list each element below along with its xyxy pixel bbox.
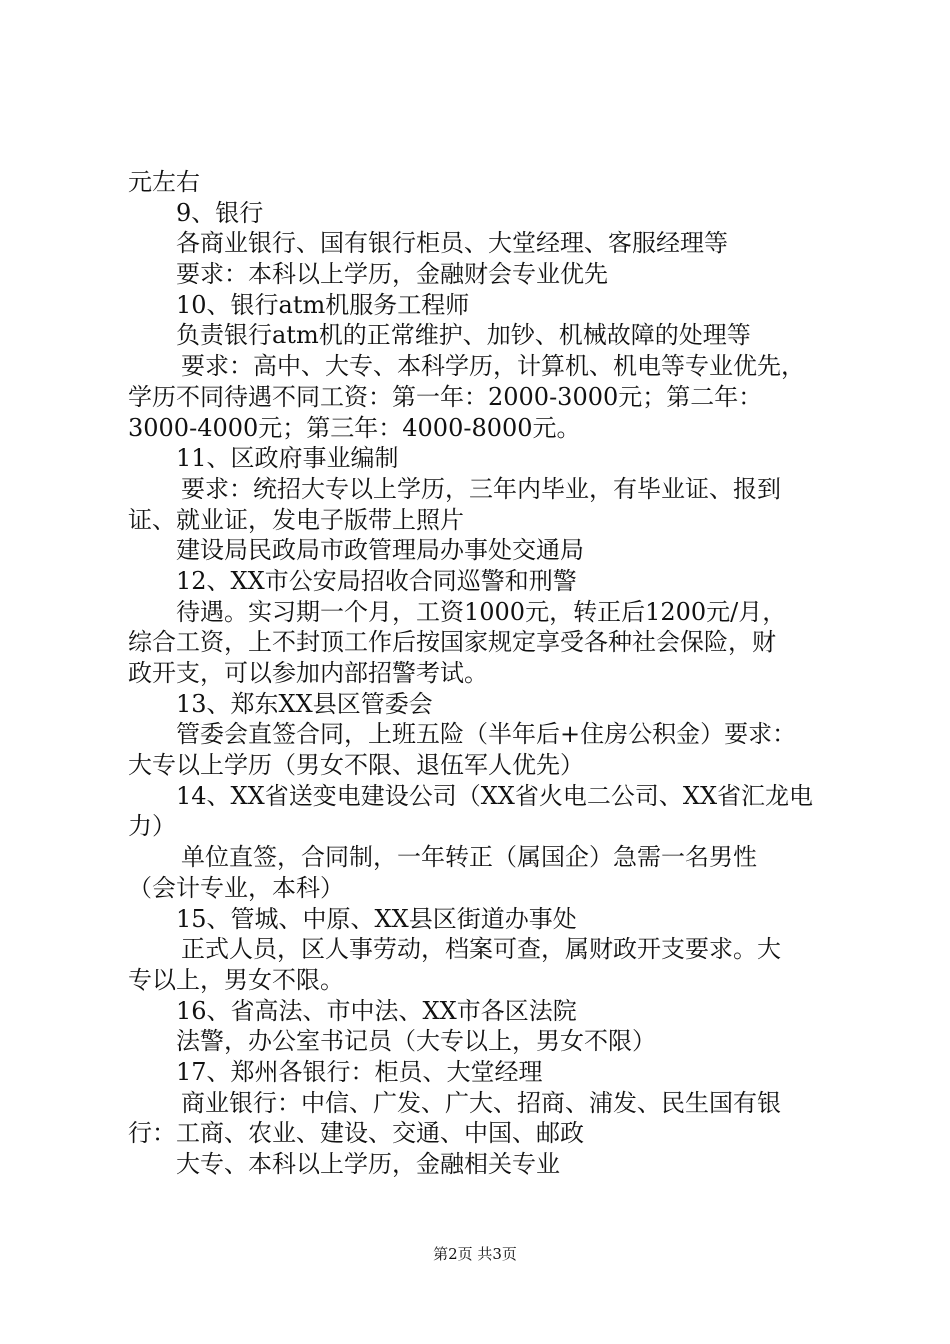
section-heading: 15、管城、中原、XX县区街道办事处	[176, 904, 577, 933]
text-line: 元左右	[128, 168, 200, 196]
section-heading: 12、XX市公安局招收合同巡警和刑警	[176, 566, 577, 595]
text-line: 政开支，可以参加内部招警考试。	[128, 659, 488, 687]
section-heading: 9、银行	[176, 198, 264, 227]
text-line: 要求：本科以上学历，金融财会专业优先	[176, 260, 608, 289]
text-line: 力）	[128, 812, 176, 841]
text-line: 待遇。实习期一个月，工资1000元，转正后1200元/月，	[176, 597, 787, 626]
text-line: 要求：高中、大专、本科学历，计算机、机电等专业优先，	[181, 352, 805, 381]
text-line: 3000-4000元；第三年：4000-8000元。	[128, 413, 581, 442]
section-heading: 11、区政府事业编制	[176, 444, 399, 473]
text-line: 管委会直签合同，上班五险（半年后+住房公积金）要求：	[176, 720, 797, 749]
text-line: 要求：统招大专以上学历，三年内毕业，有毕业证、报到	[181, 474, 781, 503]
text-line: 大专以上学历（男女不限、退伍军人优先）	[128, 751, 584, 780]
text-line: 综合工资，上不封顶工作后按国家规定享受各种社会保险，财	[128, 628, 776, 657]
text-line: 各商业银行、国有银行柜员、大堂经理、客服经理等	[176, 229, 728, 258]
section-heading: 14、XX省送变电建设公司（XX省火电二公司、XX省汇龙电	[176, 781, 814, 810]
text-line: 法警，办公室书记员（大专以上，男女不限）	[176, 1027, 656, 1056]
section-heading: 13、郑东XX县区管委会	[176, 689, 433, 718]
text-line: 学历不同待遇不同工资：第一年：2000-3000元；第二年：	[128, 382, 763, 411]
text-line: 正式人员，区人事劳动，档案可查，属财政开支要求。大	[181, 935, 781, 964]
text-line: 商业银行：中信、广发、广大、招商、浦发、民生国有银	[181, 1088, 781, 1117]
text-line: （会计专业，本科）	[128, 873, 344, 902]
text-line: 建设局民政局市政管理局办事处交通局	[176, 536, 584, 565]
text-line: 证、就业证，发电子版带上照片	[128, 505, 464, 534]
page-footer: 第2页 共3页	[433, 1245, 517, 1263]
section-heading: 17、郑州各银行：柜员、大堂经理	[176, 1057, 543, 1086]
text-line: 单位直签，合同制，一年转正（属国企）急需一名男性	[181, 843, 757, 872]
section-heading: 10、银行atm机服务工程师	[176, 290, 470, 319]
document-body	[128, 167, 843, 1180]
text-line: 大专、本科以上学历，金融相关专业	[176, 1150, 560, 1178]
text-line: 负责银行atm机的正常维护、加钞、机械故障的处理等	[176, 321, 751, 350]
section-heading: 16、省高法、市中法、XX市各区法院	[176, 996, 577, 1025]
text-line: 行：工商、农业、建设、交通、中国、邮政	[128, 1119, 584, 1148]
text-line: 专以上，男女不限。	[128, 965, 344, 994]
